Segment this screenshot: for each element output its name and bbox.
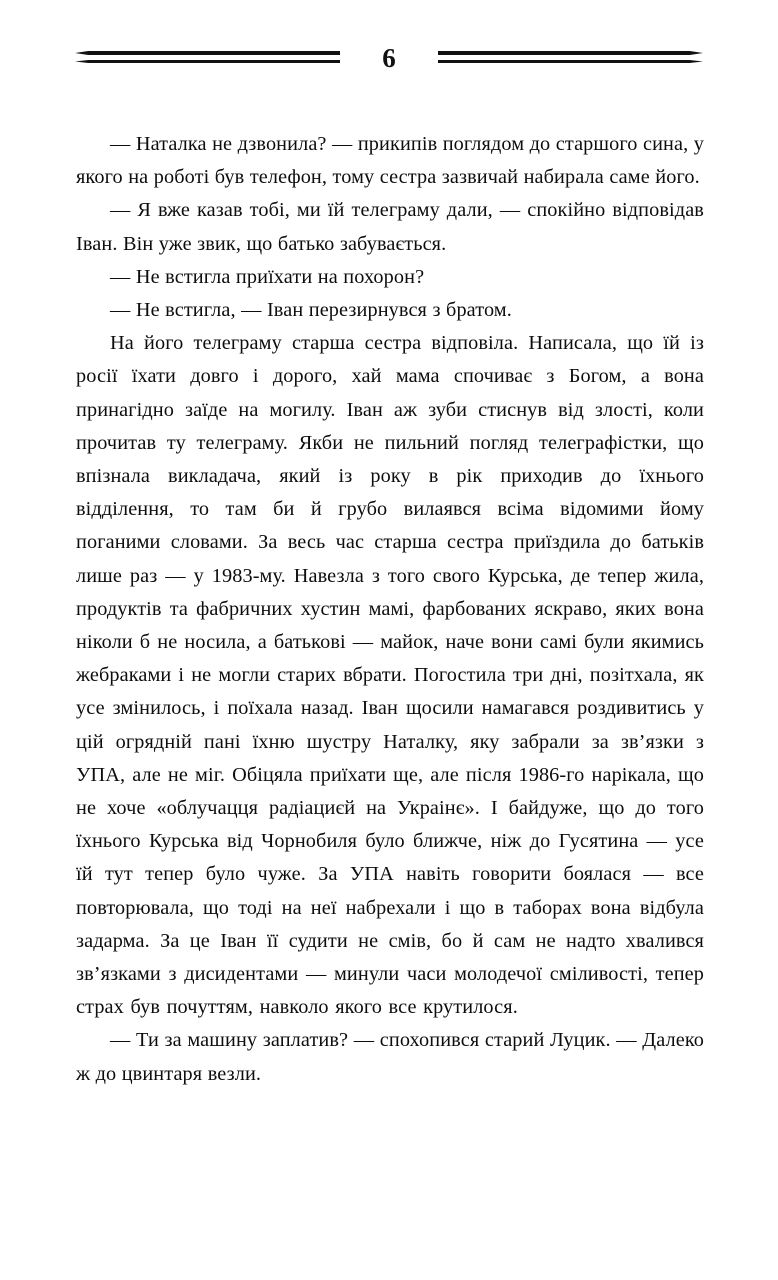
ornament-right-icon xyxy=(438,47,703,69)
paragraph: — Наталка не дзвонила? — прикипів поглядом до старшого сина, у якого на роботі був телефон, тому сестра зазвичай набирала саме його. xyxy=(76,133,704,189)
page-body xyxy=(76,128,704,1091)
paragraph: — Я вже казав тобі, ми їй телеграму дали, — спокійно відповідав Іван. Він уже звик, що батько забувається. xyxy=(76,199,704,255)
ornament-left-icon xyxy=(75,47,340,69)
paragraph: На його телеграму старша сестра відповіла. Написала, що їй із росії їхати довго і дорого, хай мама спочиває з Богом, а вона принагідно заїде на могилу. Іван аж зуби стиснув від злості, коли прочитав ту телеграму. Якби не пильний погляд телеграфістки, що впізнала викладача, який із року в рік приходив до їхнього відділення, то там би й грубо вилаявся всіма відомими йому поганими словами. За весь час старша сестра приїздила до батьків лише раз — у 1983-му. Навезла з того свого Курська, де тепер жила, продуктів та фабричних хустин мамі, фарбованих яскраво, яких вона ніколи б не носила, а батькові — майок, наче вони самі були якимись жебраками і не могли старих вбрати. Погостила три дні, позітхала, як усе змінилось, і поїхала назад. Іван щосили намагався роздивитись у цій огрядній пані їхню шустру Наталку, яку забрали за зв’язки з УПА, але не міг. Обіцяла приїхати ще, але після 1986-го нарікала, що не хоче «облучацця радіациєй на Украінє». І байдуже, що до того їхнього Курська від Чорнобиля було ближче, ніж до Гусятина — усе їй тут тепер було чуже. За УПА навіть говорити боялася — все повторювала, що тоді на неї набрехали і що в таборах вона відбула задарма. За це Іван її судити не смів, бо й сам не надто хвалився зв’язками з дисидентами — минули часи молодечої сміливості, тепер страх був почуттям, навколо якого все крутилося. xyxy=(76,332,704,1019)
paragraph: — Не встигла, — Іван перезирнувся з братом. xyxy=(110,299,512,322)
page-number: 6 xyxy=(382,42,396,73)
page-header xyxy=(75,38,703,78)
paragraph: — Ти за машину заплатив? — спохопився старий Луцик. — Далеко ж до цвинтаря везли. xyxy=(76,1029,704,1085)
paragraph: — Не встигла приїхати на похорон? xyxy=(110,265,425,288)
